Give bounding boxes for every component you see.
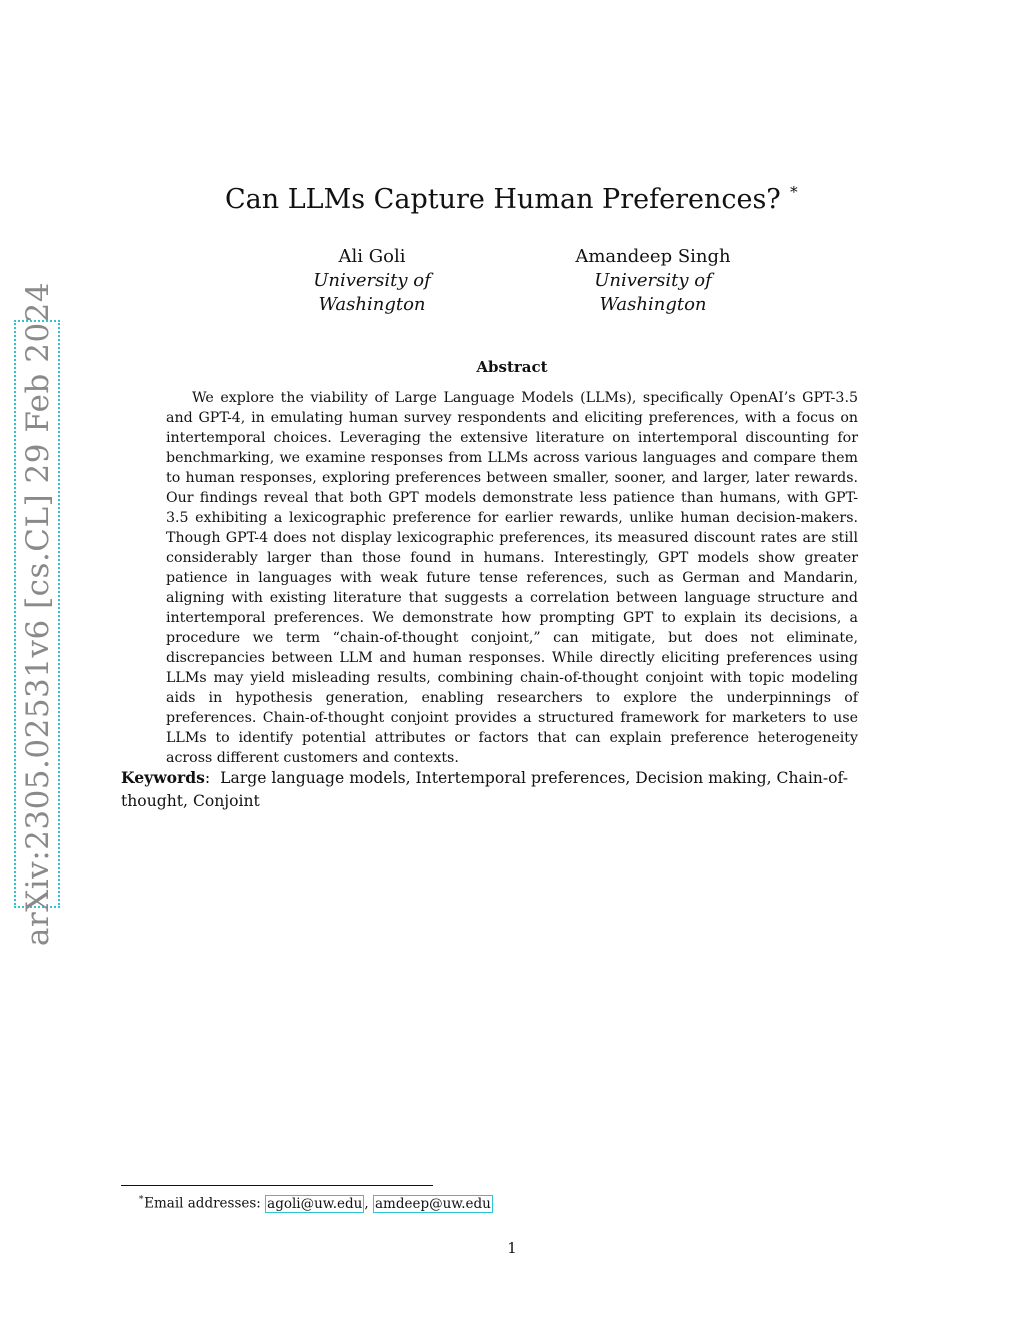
arxiv-identifier[interactable]: arXiv:2305.02531v6 [cs.CL] 29 Feb 2024 bbox=[20, 281, 56, 947]
author-affiliation: University of Washington bbox=[313, 270, 431, 315]
title-footnote-mark[interactable]: ∗ bbox=[788, 180, 799, 198]
author-block bbox=[262, 245, 482, 317]
abstract-heading: Abstract bbox=[476, 358, 548, 376]
title-text: Can LLMs Capture Human Preferences? bbox=[225, 184, 781, 215]
author-block bbox=[543, 245, 763, 317]
footnote-label: Email addresses: bbox=[144, 1195, 261, 1212]
author-name: Ali Goli bbox=[338, 246, 406, 267]
page-number: 1 bbox=[507, 1239, 517, 1257]
keywords-separator: : bbox=[204, 769, 211, 787]
author-affiliation: University of Washington bbox=[594, 270, 712, 315]
email-separator: , bbox=[364, 1195, 369, 1212]
author-name: Amandeep Singh bbox=[575, 246, 731, 267]
paper-title bbox=[0, 180, 1024, 215]
footnote bbox=[138, 1190, 493, 1214]
email-link-amdeep[interactable]: amdeep@uw.edu bbox=[374, 1195, 491, 1212]
footnote-mark: ∗ bbox=[138, 1193, 145, 1203]
keywords-label: Keywords bbox=[121, 768, 205, 787]
abstract-text: We explore the viability of Large Language Models (LLMs), specifically OpenAI’s GPT-3.5 and GPT-4, in emulating human survey respondents and eliciting preferences, with a focus on intertemporal choices. Leveraging the extensive literature on intertemporal discounting for benchmarking, we examine responses from LLMs across various languages and compare them to human responses, exploring preferences between smaller, sooner, and larger, later rewards. Our findings reveal that both GPT models demonstrate less patience than humans, with GPT-3.5 exhibiting a lexicographic preference for earlier rewards, unlike human decision-makers. Though GPT-4 does not display lexicographic preferences, its measured discount rates are still considerably larger than those found in humans. Interestingly, GPT models show greater patience in languages with weak future tense references, such as German and Mandarin, aligning with existing literature that suggests a correlation between language structure and intertemporal preferences. We demonstrate how prompting GPT to explain its decisions, a procedure we term “chain-of-thought conjoint,” can mitigate, but does not eliminate, discrepancies between LLM and human responses. While directly eliciting preferences using LLMs may yield misleading results, combining chain-of-thought conjoint with topic modeling aids in hypothesis generation, enabling researchers to explore the underpinnings of preferences. Chain-of-thought conjoint provides a structured framework for marketers to use LLMs to identify potential attributes or factors that can explain preference heterogeneity across different customers and contexts. bbox=[166, 390, 858, 766]
keywords-text: Large language models, Intertemporal preferences, Decision making, Chain-of-thought, Conjoint bbox=[121, 769, 848, 810]
footnote-divider bbox=[121, 1185, 433, 1186]
email-link-agoli[interactable]: agoli@uw.edu bbox=[267, 1195, 363, 1212]
keywords-section bbox=[121, 766, 905, 813]
